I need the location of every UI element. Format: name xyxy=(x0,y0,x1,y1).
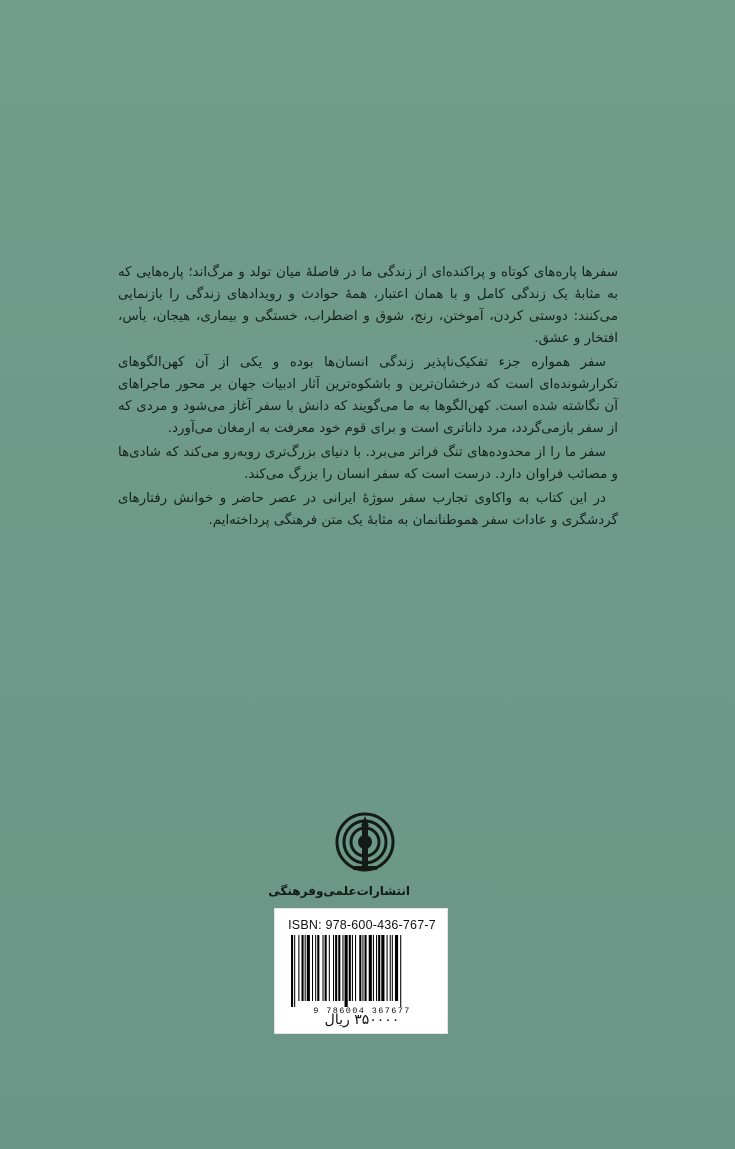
barcode-bar xyxy=(323,935,324,1001)
barcode-bar xyxy=(373,935,374,1001)
barcode-bar xyxy=(302,935,304,1001)
barcode-bar xyxy=(307,935,310,1001)
blurb-paragraph-4: در این کتاب به واکاوی تجارب سفر سوژهٔ ایرانی در عصر حاضر و خوانش رفتارهای گردشگری و عادات سفر هموطنانمان به مثابهٔ یک متن فرهنگی پرداخته‌ایم. xyxy=(118,491,618,528)
barcode-bar xyxy=(305,935,306,1001)
barcode-bar xyxy=(312,935,313,1001)
barcode-bar xyxy=(291,935,293,1007)
barcode-bar xyxy=(298,935,299,1001)
barcode-bar xyxy=(390,935,391,1001)
barcode-bar xyxy=(315,935,316,1001)
barcode-bar xyxy=(362,935,363,1001)
barcode-bar xyxy=(369,935,372,1001)
publisher-logo xyxy=(268,812,410,912)
barcode-bar xyxy=(378,935,380,1001)
barcode-bars xyxy=(289,935,435,1007)
isbn-number: ISBN: 978-600-436-767-7 xyxy=(288,918,436,932)
barcode-bar xyxy=(400,935,401,1007)
blurb-text xyxy=(118,262,618,534)
blurb-paragraph-1: سفرها پاره‌های کوتاه و پراکنده‌ای از زندگی ما در فاصلهٔ میان تولد و مرگ‌اند؛ پاره‌هایی که به مثابهٔ یک زندگی کامل و با همان اعتبار، همهٔ حوادث و رویدادهای زندگی را بازنمایی می‌کنند: دوستی کردن، آموختن، رنج، شوق و اضطراب، خستگی و بیماری، هیجان، یأس، افتخار و عشق. xyxy=(118,265,618,346)
barcode-bar xyxy=(325,935,327,1001)
price-label: ۳۵۰۰۰۰ ریال xyxy=(324,1012,400,1028)
barcode-bar xyxy=(365,935,367,1001)
barcode-bar xyxy=(392,935,393,1001)
barcode-bar xyxy=(338,935,340,1001)
barcode-bar xyxy=(359,935,361,1001)
barcode-bar xyxy=(342,935,343,1001)
barcode-bar xyxy=(381,935,384,1001)
barcode-bar xyxy=(349,935,351,1001)
barcode-bar xyxy=(333,935,334,1001)
publisher-logo-icon xyxy=(335,812,395,878)
barcode-label xyxy=(274,908,448,1034)
barcode-bar xyxy=(387,935,388,1001)
blurb-paragraph-3: سفر ما را از محدوده‌های تنگ فراتر می‌برد. با دنیای بزرگ‌تری روبه‌رو می‌کند که شادی‌ها و مصائب فراوان دارد. درست است که سفر انسان را بزرگ می‌کند. xyxy=(118,445,618,482)
barcode-bar xyxy=(395,935,398,1001)
publisher-name: انتشارات‌علمی‌و‌فرهنگی xyxy=(268,884,410,898)
barcode-bar xyxy=(329,935,330,1001)
barcode-bar xyxy=(352,935,353,1001)
barcode-bar xyxy=(376,935,377,1001)
barcode-bar xyxy=(317,935,319,1001)
barcode-bar xyxy=(335,935,337,1001)
barcode-bar xyxy=(355,935,356,1001)
barcode-bar xyxy=(294,935,295,1007)
blurb-paragraph-2: سفر همواره جزء تفکیک‌ناپذیر زندگی انسان‌ها بوده و یکی از آن کهن‌الگوهای تکرارشونده‌ای است که درخشان‌ترین و باشکوه‌ترین آثار ادبیات جهان بر محور ماجراهای آن نگاشته شده است. کهن‌الگوها به ما می‌گویند که دانش با سفر آغاز می‌شود و مردی که از سفر بازمی‌گردد، مرد داناتری است و برای قوم خود معرفت به ارمغان می‌آورد. xyxy=(118,355,618,436)
barcode-digits: 9 786004 367677 xyxy=(313,1006,411,1016)
barcode-bar xyxy=(345,935,348,1007)
